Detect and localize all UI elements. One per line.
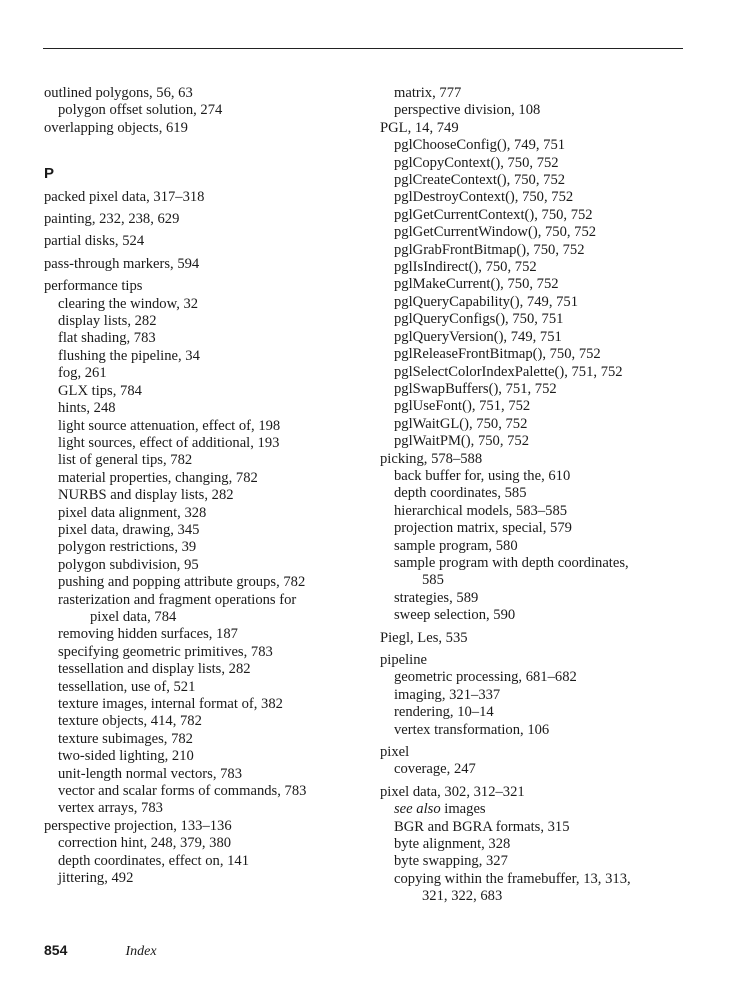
index-subentry: pushing and popping attribute groups, 782 xyxy=(58,574,306,591)
header-rule xyxy=(43,48,683,49)
index-entry: PGL, 14, 749 xyxy=(380,119,459,136)
index-subentry: texture images, internal format of, 382 xyxy=(58,696,283,712)
index-subentry: flat shading, 783 xyxy=(58,330,156,347)
index-subentry: pglQueryVersion(), 749, 751 xyxy=(394,328,562,345)
index-subentry: pglSelectColorIndexPalette(), 751, 752 xyxy=(394,363,623,380)
index-entry: pixel data, 302, 312–321 xyxy=(380,783,525,800)
index-entry: painting, 232, 238, 629 xyxy=(44,211,180,228)
index-entry: perspective projection, 133–136 xyxy=(44,817,232,834)
index-subentry: pglDestroyContext(), 750, 752 xyxy=(394,189,574,206)
index-subentry: pixel data, 784 xyxy=(90,608,177,625)
index-subentry: vector and scalar forms of commands, 783 xyxy=(58,783,307,800)
index-subentry: 585 xyxy=(422,572,444,589)
index-entry: packed pixel data, 317–318 xyxy=(44,188,205,205)
index-subentry: hierarchical models, 583–585 xyxy=(394,502,568,519)
index-subentry: depth coordinates, 585 xyxy=(394,485,527,502)
index-subentry: pglQueryConfigs(), 750, 751 xyxy=(394,311,564,328)
index-subentry: GLX tips, 784 xyxy=(58,382,142,399)
index-subentry: texture objects, 414, 782 xyxy=(58,713,202,730)
index-subentry: 321, 322, 683 xyxy=(422,888,503,905)
index-subentry: sample program, 580 xyxy=(394,537,518,554)
index-subentry: tessellation, use of, 521 xyxy=(58,678,196,695)
index-entry: Piegl, Les, 535 xyxy=(380,629,468,646)
index-subentry: vertex transformation, 106 xyxy=(394,721,550,738)
index-column-left xyxy=(44,85,364,887)
index-subentry: vertex arrays, 783 xyxy=(58,800,163,817)
index-subentry: NURBS and display lists, 282 xyxy=(58,487,234,504)
index-subentry: matrix, 777 xyxy=(394,85,462,101)
index-subentry: pglUseFont(), 751, 752 xyxy=(394,398,531,415)
index-subentry: polygon restrictions, 39 xyxy=(58,539,197,556)
index-subentry: correction hint, 248, 379, 380 xyxy=(58,835,232,852)
index-subentry: pixel data alignment, 328 xyxy=(58,504,207,521)
index-subentry: sample program with depth coordinates, xyxy=(394,554,629,571)
index-entry: outlined polygons, 56, 63 xyxy=(44,85,193,101)
index-subentry: light source attenuation, effect of, 198 xyxy=(58,417,281,434)
index-entry: pipeline xyxy=(380,652,428,668)
index-subentry: specifying geometric primitives, 783 xyxy=(58,643,273,660)
index-subentry: clearing the window, 32 xyxy=(58,295,199,312)
index-subentry: list of general tips, 782 xyxy=(58,452,193,469)
index-subentry: unit-length normal vectors, 783 xyxy=(58,765,243,782)
index-subentry: pglGetCurrentContext(), 750, 752 xyxy=(394,206,593,223)
index-subentry: pglGrabFrontBitmap(), 750, 752 xyxy=(394,241,585,258)
index-subentry: pglCreateContext(), 750, 752 xyxy=(394,172,566,189)
index-subentry: back buffer for, using the, 610 xyxy=(394,467,571,484)
index-subentry: BGR and BGRA formats, 315 xyxy=(394,818,570,835)
index-subentry: strategies, 589 xyxy=(394,589,479,606)
index-entry: pixel xyxy=(380,744,410,761)
index-subentry: pixel data, drawing, 345 xyxy=(58,521,200,538)
index-subentry: coverage, 247 xyxy=(394,761,476,778)
page-number: 854 xyxy=(44,942,68,958)
index-subentry: byte swapping, 327 xyxy=(394,853,508,870)
index-subentry: pglChooseConfig(), 749, 751 xyxy=(394,137,566,154)
page-footer xyxy=(44,942,157,960)
section-letter: P xyxy=(44,165,55,183)
index-subentry: flushing the pipeline, 34 xyxy=(58,347,200,364)
index-subentry: pglGetCurrentWindow(), 750, 752 xyxy=(394,224,597,241)
running-title: Index xyxy=(125,944,157,959)
index-subentry: display lists, 282 xyxy=(58,313,157,330)
index-subentry: pglSwapBuffers(), 751, 752 xyxy=(394,380,557,397)
index-subentry: polygon offset solution, 274 xyxy=(58,102,223,119)
index-subentry: pglQueryCapability(), 749, 751 xyxy=(394,293,579,310)
index-subentry: perspective division, 108 xyxy=(394,102,541,119)
index-subentry: tessellation and display lists, 282 xyxy=(58,661,251,678)
index-subentry: byte alignment, 328 xyxy=(394,836,511,853)
index-subentry: see also images xyxy=(394,801,486,818)
index-subentry: imaging, 321–337 xyxy=(394,686,501,703)
index-subentry: hints, 248 xyxy=(58,400,116,417)
index-subentry: material properties, changing, 782 xyxy=(58,469,258,486)
index-entry: picking, 578–588 xyxy=(380,450,483,467)
index-subentry: pglIsIndirect(), 750, 752 xyxy=(394,259,537,276)
index-subentry: sweep selection, 590 xyxy=(394,607,516,624)
index-subentry: projection matrix, special, 579 xyxy=(394,520,572,537)
index-entry: partial disks, 524 xyxy=(44,233,145,250)
index-subentry: fog, 261 xyxy=(58,365,107,382)
index-subentry: polygon subdivision, 95 xyxy=(58,556,199,573)
index-subentry: copying within the framebuffer, 13, 313, xyxy=(394,870,631,887)
index-subentry: depth coordinates, effect on, 141 xyxy=(58,852,250,869)
index-subentry: geometric processing, 681–682 xyxy=(394,669,577,686)
index-entry: pass-through markers, 594 xyxy=(44,255,200,272)
index-subentry: texture subimages, 782 xyxy=(58,730,193,747)
index-subentry: pglReleaseFrontBitmap(), 750, 752 xyxy=(394,346,601,363)
index-subentry: two-sided lighting, 210 xyxy=(58,748,194,765)
index-subentry: rasterization and fragment operations for xyxy=(58,591,297,608)
index-entry: performance tips xyxy=(44,278,143,295)
index-subentry: light sources, effect of additional, 193 xyxy=(58,434,280,451)
index-subentry: pglWaitGL(), 750, 752 xyxy=(394,415,528,432)
index-entry: overlapping objects, 619 xyxy=(44,119,188,136)
index-subentry: pglCopyContext(), 750, 752 xyxy=(394,154,559,171)
index-subentry: pglWaitPM(), 750, 752 xyxy=(394,433,530,450)
index-subentry: pglMakeCurrent(), 750, 752 xyxy=(394,276,559,293)
index-column-right xyxy=(380,85,700,906)
index-subentry: rendering, 10–14 xyxy=(394,704,494,721)
index-subentry: jittering, 492 xyxy=(58,870,134,887)
index-subentry: removing hidden surfaces, 187 xyxy=(58,626,238,643)
